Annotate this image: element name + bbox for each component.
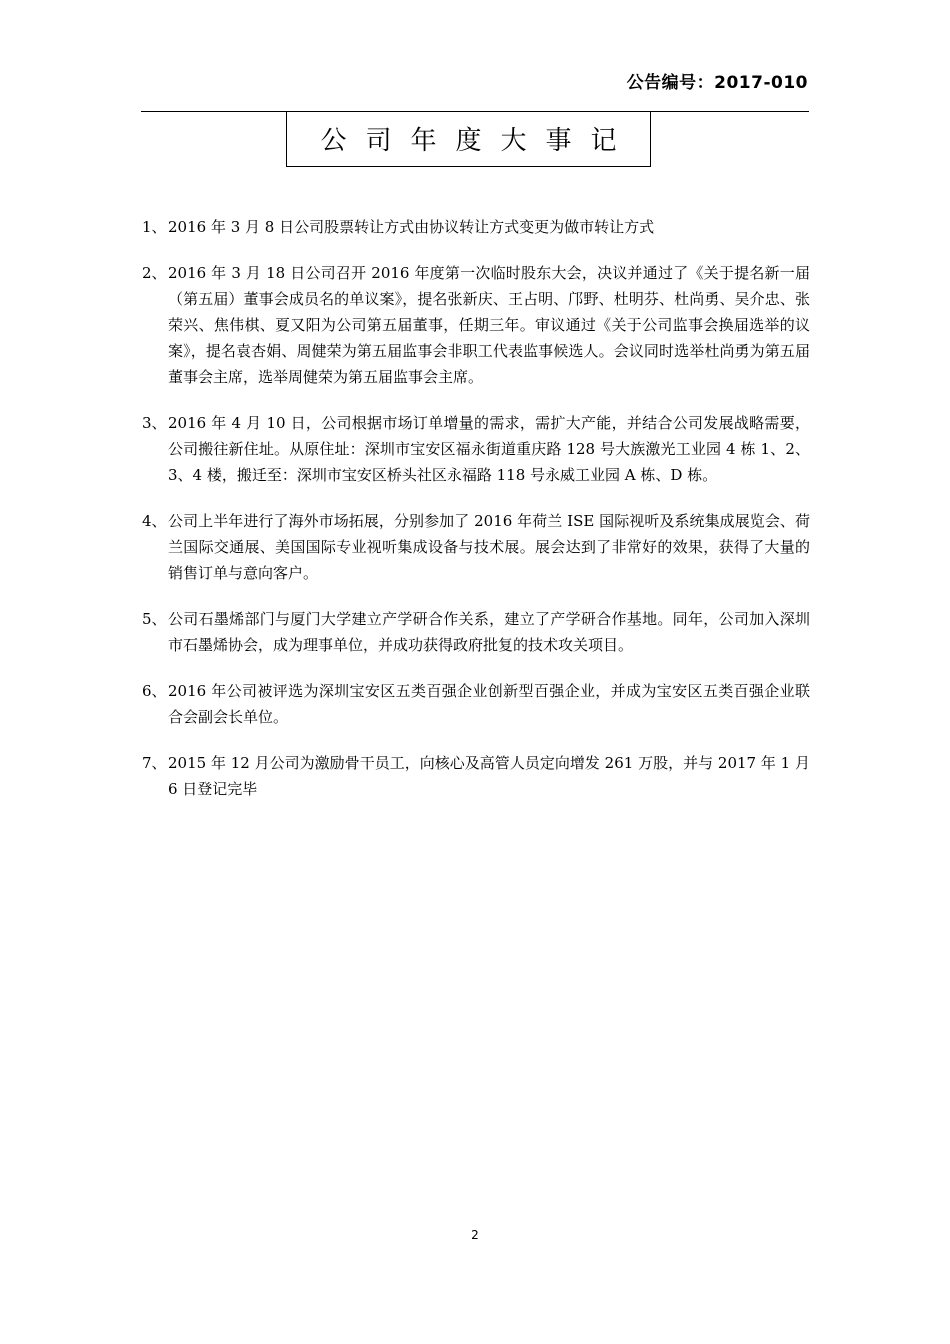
event-item-2	[142, 260, 810, 390]
event-text: 公司上半年进行了海外市场拓展，分别参加了 2016 年荷兰 ISE 国际视听及系统集成展览会、荷兰国际交通展、美国国际专业视听集成设备与技术展。展会达到了非常好的效果，获得了大量的销售订单与意向客户。	[168, 512, 810, 582]
event-item-6	[142, 678, 810, 730]
event-text: 2016 年 3 月 18 日公司召开 2016 年度第一次临时股东大会，决议并通过了《关于提名新一届（第五届）董事会成员名的单议案》，提名张新庆、王占明、邝野、杜明芬、杜尚勇、吴介忠、张荣兴、焦伟棋、夏又阳为公司第五届董事，任期三年。审议通过《关于公司监事会换届选举的议案》，提名袁杏娟、周健荣为第五届监事会非职工代表监事候选人。会议同时选举杜尚勇为第五届董事会主席，选举周健荣为第五届监事会主席。	[168, 264, 810, 386]
event-number: 5、	[142, 610, 167, 628]
event-text: 2015 年 12 月公司为激励骨干员工，向核心及高管人员定向增发 261 万股，并与 2017 年 1 月 6 日登记完毕	[168, 754, 810, 798]
event-item-3	[142, 410, 810, 488]
event-item-1	[142, 214, 810, 240]
event-item-7	[142, 750, 810, 802]
event-text: 2016 年公司被评选为深圳宝安区五类百强企业创新型百强企业，并成为宝安区五类百强企业联合会副会长单位。	[168, 682, 810, 726]
notice-number: 公告编号：2017-010	[626, 73, 808, 93]
event-number: 1、	[142, 218, 167, 236]
event-number: 4、	[142, 512, 167, 530]
event-number: 6、	[142, 682, 167, 700]
event-number: 7、	[142, 754, 167, 772]
page-title: 公司年度大事记	[320, 126, 636, 156]
event-text: 2016 年 4 月 10 日，公司根据市场订单增量的需求，需扩大产能，并结合公司发展战略需要，公司搬往新住址。从原住址：深圳市宝安区福永街道重庆路 128 号大族激光工业园 4 栋 1、2、3、4 楼，搬迁至：深圳市宝安区桥头社区永福路 118 号永威工业园 A 栋、D 栋。	[168, 414, 810, 484]
event-item-5	[142, 606, 810, 658]
event-number: 3、	[142, 414, 167, 432]
event-number: 2、	[142, 264, 167, 282]
event-list	[142, 214, 810, 822]
event-item-4	[142, 508, 810, 586]
title-box	[286, 111, 651, 167]
event-text: 公司石墨烯部门与厦门大学建立产学研合作关系，建立了产学研合作基地。同年，公司加入深圳市石墨烯协会，成为理事单位，并成功获得政府批复的技术攻关项目。	[168, 610, 810, 654]
page-number: 2	[471, 1228, 479, 1242]
event-text: 2016 年 3 月 8 日公司股票转让方式由协议转让方式变更为做市转让方式	[168, 218, 655, 236]
